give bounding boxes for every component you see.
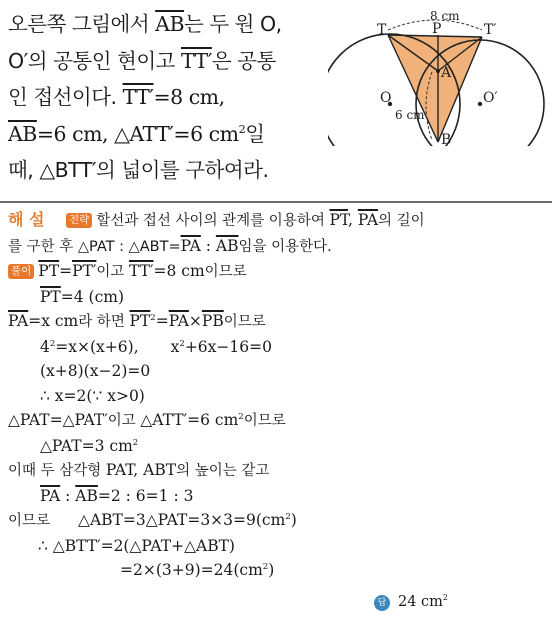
solution-line-2: $\overline{PT}=4$ (cm) (40, 287, 125, 306)
solution-line-5: (x+8)(x−2)=0 (40, 362, 151, 380)
label-P: P (432, 21, 442, 37)
solution-line-12: ∴ △BTT′=2(△PAT+△ABT) (38, 536, 235, 555)
strategy-line-2: 를 구한 후 △PAT : $\triangle ABT=\overline{PA}$ : $\overline{AB}$임을 이용한다. (8, 236, 332, 255)
solution-line-7: △PAT=△PAT′이고 △ATT′=6 $cm^2$이므로 (8, 411, 286, 429)
solution-line-3: $\overline{PA}=x$ cm라 하면 $\overline{PT}^2=\overline{PA}\times\overline{PB}$이므로 (8, 312, 266, 330)
answer-badge-icon: 답 (374, 595, 390, 611)
two-circles-diagram (328, 8, 550, 146)
solution-line-8: △PAT=3 $cm^2$ (40, 436, 139, 455)
solution-line-4: $4^2=x\times(x+6)$, $x^2+6x-16=0$ (40, 337, 272, 356)
solution-line-9: 이때 두 삼각형 PAT, ABT의 높이는 같고 (8, 461, 270, 479)
strategy-line-1: 해 설 전략 할선과 접선 사이의 관계를 이용하여 $\overline{PT}$, $\overline{PA}$의 길이 (8, 208, 548, 234)
strategy-tag: 전략 (66, 213, 92, 228)
problem-line-4: $\overline{AB}=6$ cm, △ATT′=6 $cm^2$일 (8, 121, 265, 146)
point-A-dot (436, 69, 440, 73)
label-A: A (441, 65, 452, 81)
problem-line-3: 인 접선이다. TT′=8 cm, (8, 85, 225, 109)
problem-line-1: 오른쪽 그림에서 $\overline{AB}$는 두 원 O, (8, 12, 282, 36)
problem-statement (8, 6, 328, 189)
label-6cm: 6 cm (395, 108, 425, 122)
solution-line-6: ∴ x=2(∵ x>0) (40, 386, 145, 405)
final-answer: 답 24 $cm^2$ (374, 594, 448, 611)
label-T: T (377, 22, 387, 38)
solution-line-10: $\overline{PA}$ : $\overline{AB}=2$ : 6=1 : 3 (40, 486, 194, 505)
solution-line-1: 풀이 $\overline{PT}=PT'$이고 TT′=8 cm이므로 (8, 259, 548, 285)
solution-heading: 해 설 (8, 210, 45, 229)
solution-section (8, 208, 548, 583)
center-O-prime-dot (478, 102, 482, 106)
label-B: B (441, 132, 452, 146)
solution-tag: 풀이 (8, 264, 34, 279)
label-8cm: 8 cm (430, 9, 460, 23)
label-O-prime: O′ (483, 90, 498, 106)
solution-line-11: 이므로 $\triangle ABT=3\triangle PAT=3\times 3=9(cm^2)$ (8, 511, 297, 529)
problem-line-5: 때, △BTT′의 넓이를 구하여라. (8, 158, 269, 182)
section-divider (0, 201, 552, 203)
geometry-figure (328, 8, 550, 146)
problem-line-2: O′의 공통인 현이고 TT′은 공통 (8, 48, 276, 73)
solution-line-13: $=2\times(3+9)=24(cm^2)$ (120, 561, 275, 579)
label-T-prime: T′ (484, 22, 497, 38)
label-O: O (380, 90, 392, 106)
